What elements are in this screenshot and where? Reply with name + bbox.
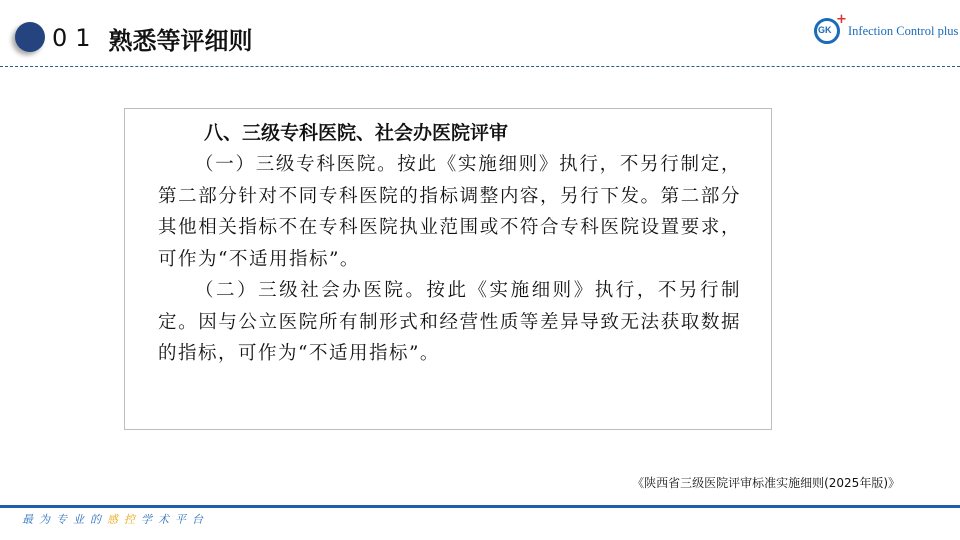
header-divider [0,66,960,67]
header-bullet-icon [15,22,45,52]
document-heading: 八、三级专科医院、社会办医院评审 [204,122,509,144]
slogan-suffix: 学术平台 [141,513,209,526]
gk-logo-icon: GK + [814,16,844,46]
document-paragraph-2: （二）三级社会办医院。按此《实施细则》执行，不另行制定。因与公立医院所有制形式和经营性质等差异导致无法获取数据的指标，可作为“不适用指标”。 [158,280,741,364]
section-number: 01 [52,24,99,52]
logo-text: Infection Control plus [848,23,959,38]
slogan-prefix: 最为专业的 [22,513,107,526]
footer-slogan [22,511,209,527]
section-title: 熟悉等评细则 [108,26,253,55]
document-excerpt [124,108,772,430]
document-paragraph-1: （一）三级专科医院。按此《实施细则》执行，不另行制定，第二部分针对不同专科医院的指标调整内容，另行下发。第二部分其他相关指标不在专科医院执业范围或不符合专科医院设置要求，可作为“不适用指标”。 [158,154,741,270]
logo-mark-text: GK [818,25,832,35]
slogan-highlight: 感控 [107,513,141,526]
page-title [52,20,253,56]
brand-logo [814,14,958,48]
footer-divider [0,505,960,508]
source-citation: 《陕西省三级医院评审标准实施细则(2025年版)》 [632,476,900,490]
